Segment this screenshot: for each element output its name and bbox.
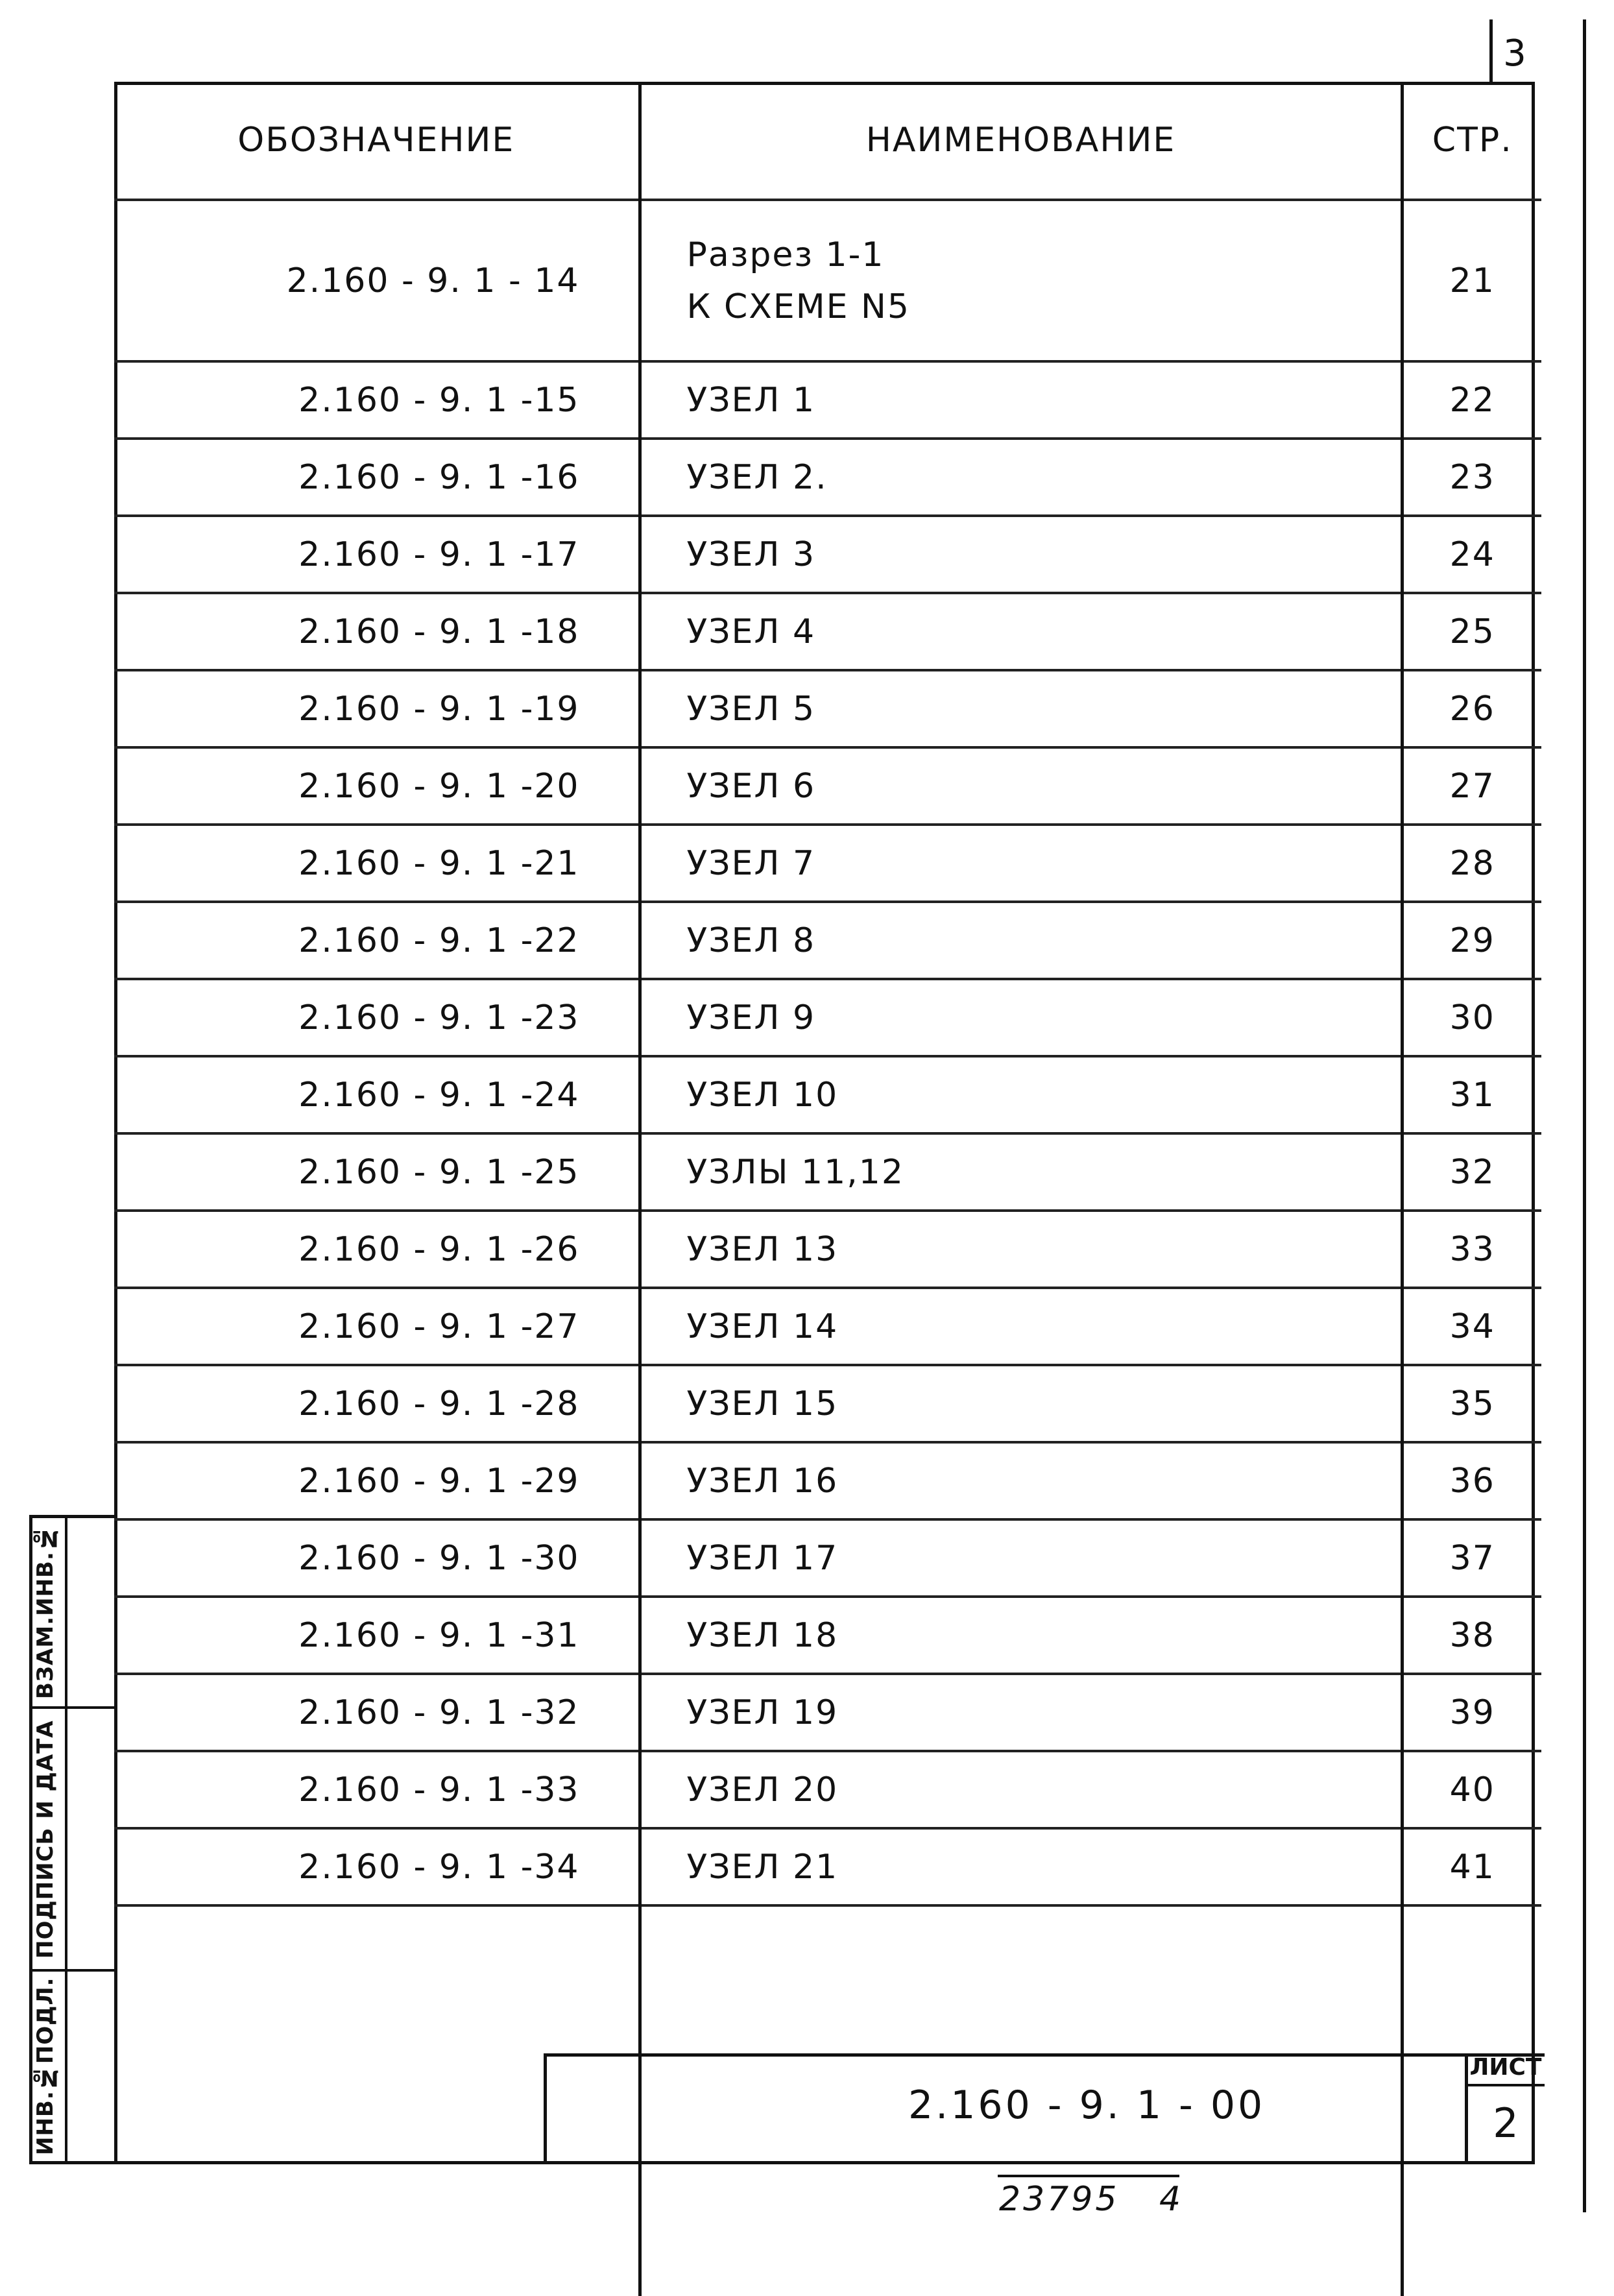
archive-number-main: 23795 [999, 2180, 1120, 2219]
row-code: 2.160 - 9. 1 -25 [114, 1133, 640, 1211]
row-name: УЗЕЛ 16 [640, 1442, 1402, 1519]
side-stamp-separator [29, 1706, 115, 1709]
row-code: 2.160 - 9. 1 -28 [114, 1365, 640, 1442]
table-row [114, 1365, 1541, 1442]
page-number: 3 [1503, 32, 1526, 75]
row-name: УЗЕЛ 13 [640, 1211, 1402, 1288]
header-name: НАИМЕНОВАНИЕ [640, 82, 1402, 200]
side-label-sign-date: ПОДПИСЬ И ДАТА [32, 1720, 58, 1959]
row-name: УЗЕЛ 7 [640, 825, 1402, 902]
row-page: 28 [1402, 825, 1541, 902]
row-code: 2.160 - 9. 1 - 14 [114, 200, 640, 361]
row-name-line2: К СХЕМЕ N5 [686, 287, 910, 326]
row-code: 2.160 - 9. 1 -22 [114, 902, 640, 979]
outer-border-right [1583, 19, 1586, 2212]
row-code: 2.160 - 9. 1 -19 [114, 670, 640, 747]
table-row [114, 1211, 1541, 1288]
row-page: 21 [1402, 200, 1541, 361]
row-page: 29 [1402, 902, 1541, 979]
row-page: 38 [1402, 1597, 1541, 1674]
row-page: 30 [1402, 979, 1541, 1056]
row-page: 39 [1402, 1674, 1541, 1751]
row-code: 2.160 - 9. 1 -29 [114, 1442, 640, 1519]
side-stamp-separator [29, 1969, 115, 1972]
row-page: 34 [1402, 1288, 1541, 1365]
table-row [114, 516, 1541, 593]
table-row [114, 979, 1541, 1056]
row-name: УЗЕЛ 19 [640, 1674, 1402, 1751]
table-row [114, 670, 1541, 747]
row-page: 26 [1402, 670, 1541, 747]
row-code: 2.160 - 9. 1 -16 [114, 439, 640, 516]
row-name: УЗЕЛ 6 [640, 747, 1402, 825]
table-row [114, 1828, 1541, 1905]
row-page: 35 [1402, 1365, 1541, 1442]
row-name: УЗЕЛ 1 [640, 361, 1402, 439]
row-name: УЗЕЛ 9 [640, 979, 1402, 1056]
table-row [114, 825, 1541, 902]
row-page: 31 [1402, 1056, 1541, 1133]
row-code: 2.160 - 9. 1 -24 [114, 1056, 640, 1133]
row-page: 36 [1402, 1442, 1541, 1519]
row-page: 23 [1402, 439, 1541, 516]
title-block-sheet-separator [1465, 2084, 1545, 2086]
row-name [640, 200, 1402, 361]
row-code: 2.160 - 9. 1 -18 [114, 593, 640, 670]
table-row [114, 439, 1541, 516]
row-page: 33 [1402, 1211, 1541, 1288]
row-page: 37 [1402, 1519, 1541, 1597]
sheet-number: 2 [1493, 2099, 1519, 2147]
contents-table [114, 82, 1541, 2296]
header-page: СТР. [1402, 82, 1541, 200]
document-code: 2.160 - 9. 1 - 00 [908, 2083, 1266, 2128]
row-name: УЗЕЛ 21 [640, 1828, 1402, 1905]
row-code: 2.160 - 9. 1 -20 [114, 747, 640, 825]
archive-underline [998, 2175, 1179, 2177]
table-row [114, 1442, 1541, 1519]
row-name: УЗЕЛ 20 [640, 1751, 1402, 1828]
table-row [114, 361, 1541, 439]
row-code: 2.160 - 9. 1 -17 [114, 516, 640, 593]
row-name: УЗЕЛ 4 [640, 593, 1402, 670]
row-name: УЗЕЛ 2. [640, 439, 1402, 516]
row-name: УЗЕЛ 15 [640, 1365, 1402, 1442]
row-code: 2.160 - 9. 1 -32 [114, 1674, 640, 1751]
table-row [114, 1751, 1541, 1828]
table-row [114, 1288, 1541, 1365]
row-name: УЗЕЛ 3 [640, 516, 1402, 593]
table-row [114, 902, 1541, 979]
row-code: 2.160 - 9. 1 -23 [114, 979, 640, 1056]
side-label-inv-podl: ИНВ.№ПОДЛ. [32, 1977, 58, 2156]
header-designation: ОБОЗНАЧЕНИЕ [114, 82, 640, 200]
row-code: 2.160 - 9. 1 -31 [114, 1597, 640, 1674]
row-name-line1: Разрез 1-1 [686, 235, 885, 274]
archive-number [999, 2180, 1183, 2219]
row-name: УЗЕЛ 14 [640, 1288, 1402, 1365]
row-code: 2.160 - 9. 1 -34 [114, 1828, 640, 1905]
row-page: 32 [1402, 1133, 1541, 1211]
sheet-label: ЛИСТ [1469, 2054, 1542, 2081]
row-name: УЗЕЛ 8 [640, 902, 1402, 979]
side-stamp-divider [65, 1515, 67, 2164]
table-row [114, 1674, 1541, 1751]
row-page: 22 [1402, 361, 1541, 439]
row-name: УЗЕЛ 18 [640, 1597, 1402, 1674]
row-name: УЗЛЫ 11,12 [640, 1133, 1402, 1211]
side-label-vzam-inv: ВЗАМ.ИНВ.№ [32, 1525, 58, 1700]
row-name: УЗЕЛ 17 [640, 1519, 1402, 1597]
row-page: 25 [1402, 593, 1541, 670]
row-name: УЗЕЛ 10 [640, 1056, 1402, 1133]
row-code: 2.160 - 9. 1 -30 [114, 1519, 640, 1597]
row-page: 40 [1402, 1751, 1541, 1828]
row-code: 2.160 - 9. 1 -15 [114, 361, 640, 439]
table-row [114, 747, 1541, 825]
table-row [114, 200, 1541, 361]
row-page: 27 [1402, 747, 1541, 825]
row-code: 2.160 - 9. 1 -26 [114, 1211, 640, 1288]
row-code: 2.160 - 9. 1 -21 [114, 825, 640, 902]
table-row [114, 1597, 1541, 1674]
row-page: 41 [1402, 1828, 1541, 1905]
archive-number-suffix: 4 [1159, 2180, 1184, 2219]
row-code: 2.160 - 9. 1 -27 [114, 1288, 640, 1365]
table-row [114, 593, 1541, 670]
row-page: 24 [1402, 516, 1541, 593]
table-row [114, 1133, 1541, 1211]
row-code: 2.160 - 9. 1 -33 [114, 1751, 640, 1828]
table-row [114, 1519, 1541, 1597]
table-row [114, 1056, 1541, 1133]
row-name: УЗЕЛ 5 [640, 670, 1402, 747]
